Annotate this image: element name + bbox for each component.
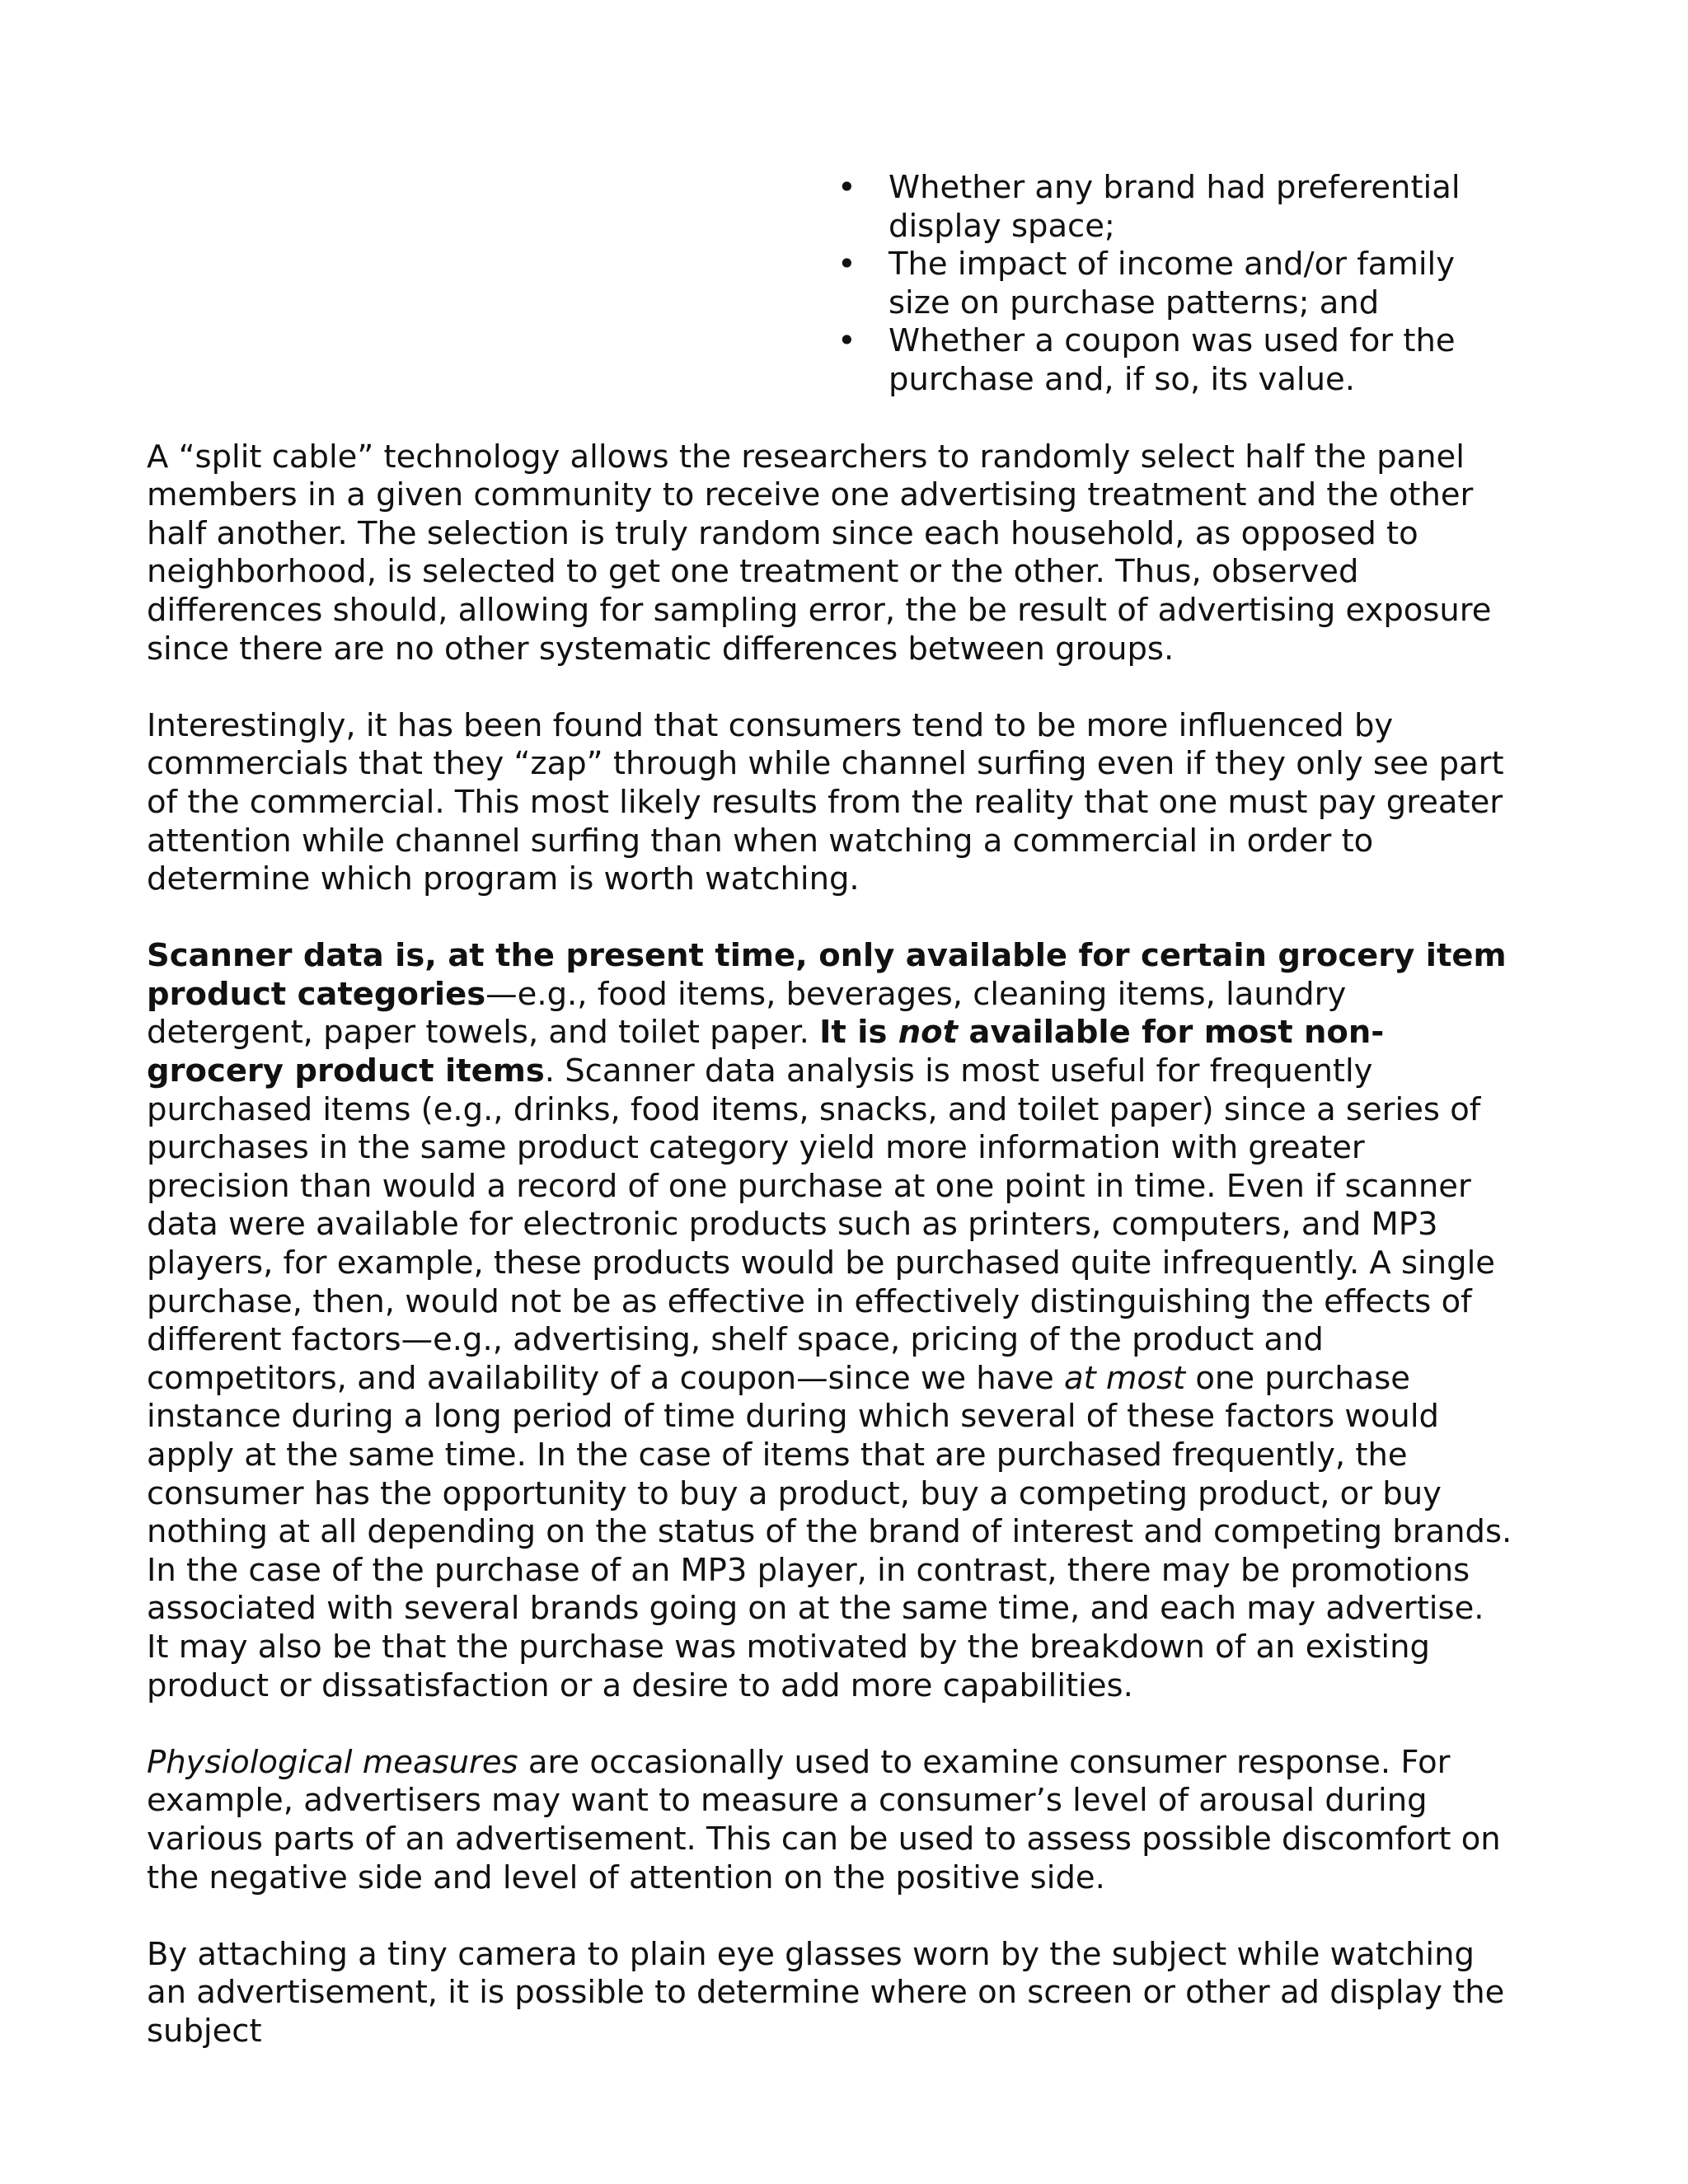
paragraph-camera: By attaching a tiny camera to plain eye glasses worn by the subject while watching an advertisement, it is possible to determine where on screen or other ad display the subject [147,1935,1505,2050]
scanner-bold-lead: Scanner data is, at the present time, only available for certain grocery item product categories [147,937,1507,1013]
list-item [837,322,1515,399]
bullet-text: The impact of income and/or family size on purchase patterns; and [889,246,1456,321]
scanner-bold-2a: It is [819,1014,898,1052]
scanner-text-2: . Scanner data analysis is most useful for frequently purchased items (e.g., drinks, food items, snacks, and toilet paper) since a series of purchases in the same product category yield more information with greater precision than would a record of one purchase at one point in time. Even if scanner data were available for electronic products such as printers, computers, and MP3 players, for example, these products would be purchased quite infrequently. A single purchase, then, would not be as effective in effectively distinguishing the effects of different factors—e.g., advertising, shelf space, pricing of the product and competitors, and availability of a coupon—since we have [147,1052,1495,1397]
bullet-text: Whether a coupon was used for the purchase and, if so, its value. [889,322,1456,398]
bullet-text: Whether any brand had preferential display space; [889,169,1461,245]
bullet-icon: • [837,169,856,206]
bullet-icon: • [837,246,856,284]
paragraph-split-cable: A “split cable” technology allows the researchers to randomly select half the panel members in a given community to receive one advertising treatment and the other half another. The selection is truly random since each household, as opposed to neighborhood, is selected to get one treatment or the other. Thus, observed differences should, allowing for sampling error, the be result of advertising exposure since there are no other systematic differences between groups. [147,438,1492,668]
scanner-bold-2b: available for most non-grocery product items [147,1014,1385,1090]
scanner-text-3: one purchase instance during a long period of time during which several of these factors would apply at the same time. In the case of items that are purchased frequently, the consumer has the opportunity to buy a product, buy a competing product, or buy nothing at all depending on the status of the brand of interest and competing brands. In the case of the purchase of an MP3 player, in contrast, there may be promotions associated with several brands going on at the same time, and each may advertise. It may also be that the purchase was motivated by the breakdown of an existing product or dissatisfaction or a desire to add more capabilities. [147,1359,1512,1704]
document-page [147,169,1515,2089]
scanner-text-1: —e.g., food items, beverages, cleaning items, laundry detergent, paper towels, and toilet paper. [147,975,1347,1052]
paragraph-zap: Interestingly, it has been found that consumers tend to be more influenced by commercials that they “zap” through while channel surfing even if they only see part of the commercial. This most likely results from the reality that one must pay greater attention while channel surfing than when watching a commercial in order to determine which program is worth watching. [147,706,1504,898]
list-item [837,169,1515,246]
paragraph-physiological [147,1744,1515,1897]
bullet-icon: • [837,322,856,360]
physio-italic-term: Physiological measures [147,1743,518,1781]
list-item [837,246,1515,322]
paragraph-scanner-data [147,937,1515,1705]
scanner-bold-italic: not [898,1014,959,1052]
bullet-list [147,169,1515,400]
scanner-italic: at most [1064,1359,1186,1397]
physio-text: are occasionally used to examine consumer response. For example, advertisers may want to measure a consumer’s level of arousal during various parts of an advertisement. This can be used to assess possible discomfort on the negative side and level of attention on the positive side. [147,1743,1501,1896]
